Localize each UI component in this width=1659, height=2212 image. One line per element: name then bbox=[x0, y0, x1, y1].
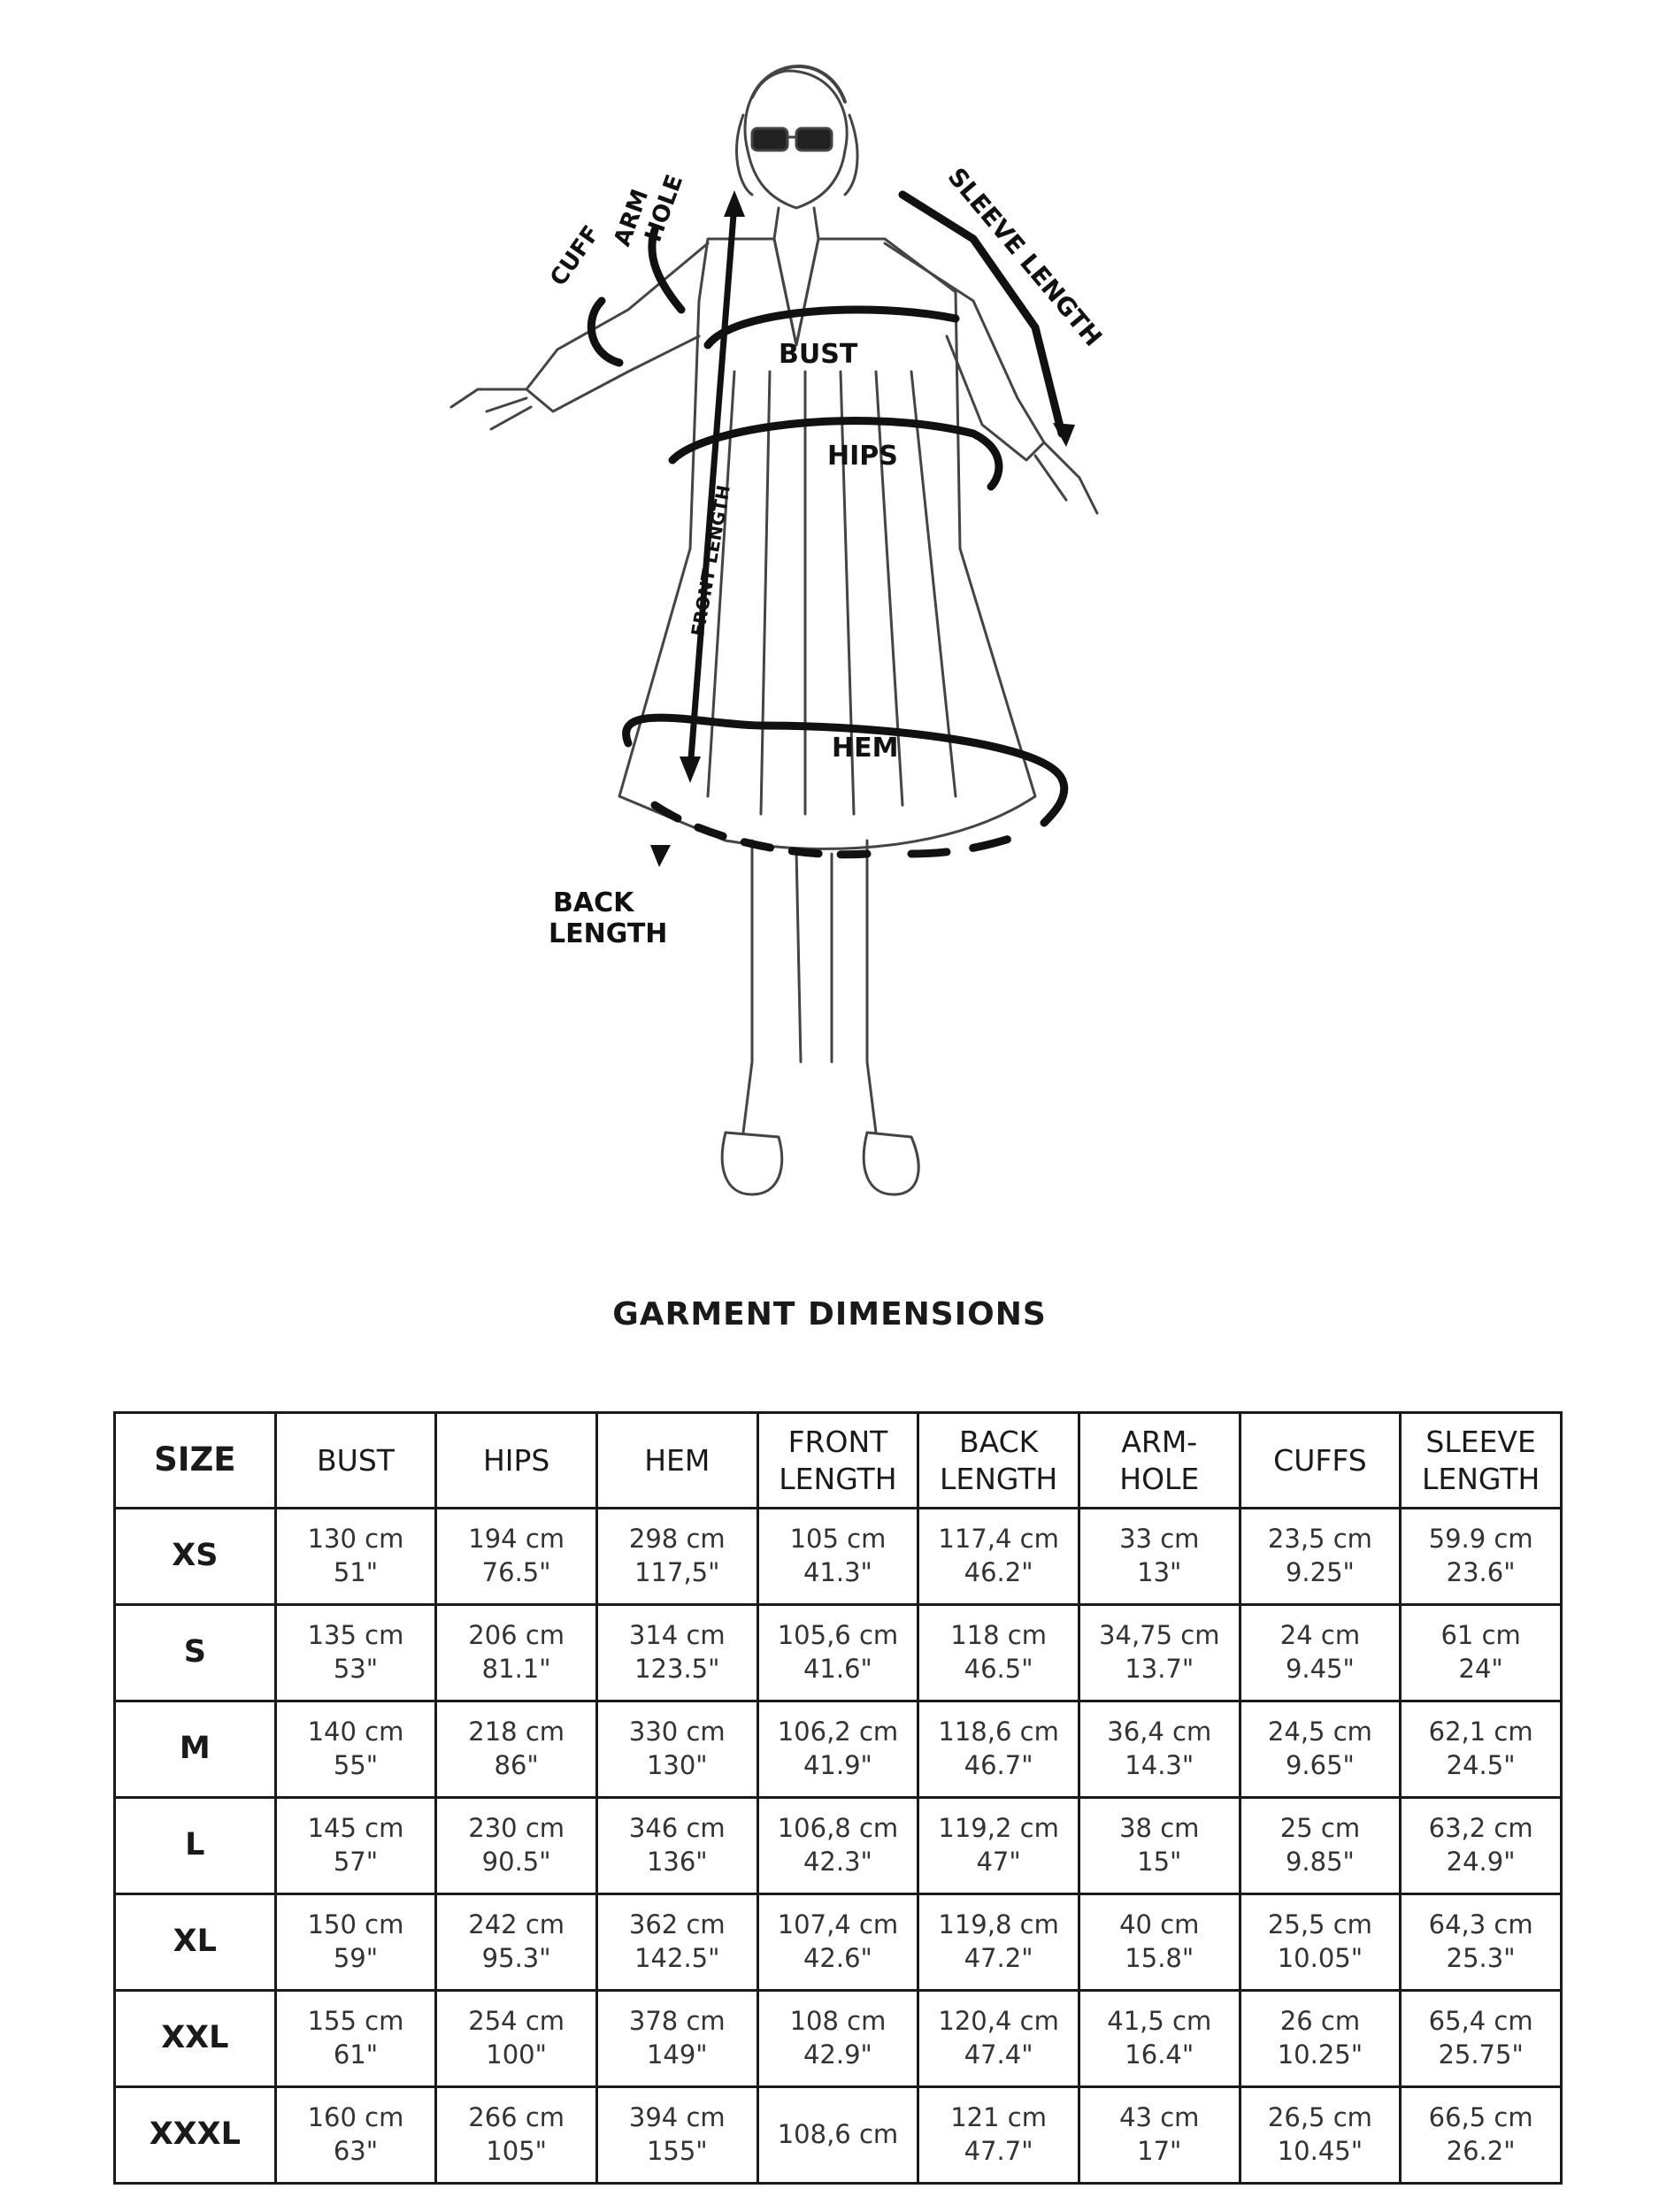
value-inches: 42.3" bbox=[803, 1847, 872, 1877]
value-inches: 155" bbox=[646, 2136, 708, 2166]
header-sleeve-length: SLEEVE LENGTH bbox=[1401, 1413, 1562, 1509]
value-cm: 41,5 cm bbox=[1107, 2006, 1212, 2037]
measurement-cell bbox=[1079, 1605, 1240, 1701]
value-cm: 218 cm bbox=[468, 1717, 565, 1747]
measurement-cell bbox=[1240, 1509, 1401, 1605]
size-cell: L bbox=[115, 1798, 276, 1894]
value-inches: 46.2" bbox=[964, 1557, 1033, 1587]
value-inches: 42.6" bbox=[803, 1943, 872, 1973]
value-cm: 59.9 cm bbox=[1428, 1524, 1533, 1555]
value-cm: 130 cm bbox=[307, 1524, 404, 1555]
header-front-length: FRONT LENGTH bbox=[757, 1413, 918, 1509]
measurement-cell bbox=[436, 1701, 597, 1798]
measurement-cell bbox=[1401, 1509, 1562, 1605]
measurement-cell bbox=[1401, 1991, 1562, 2087]
value-cm: 230 cm bbox=[468, 1813, 565, 1844]
label-cuff: CUFF bbox=[545, 220, 606, 292]
measurement-cell bbox=[436, 1894, 597, 1991]
label-front-length: FRONT LENGTH bbox=[687, 483, 734, 638]
measurement-cell bbox=[918, 1605, 1079, 1701]
label-bust: BUST bbox=[779, 339, 858, 370]
value-inches: 9.85" bbox=[1285, 1847, 1355, 1877]
size-cell: XXL bbox=[115, 1991, 276, 2087]
value-cm: 118 cm bbox=[950, 1620, 1047, 1651]
label-arm: ARM bbox=[609, 186, 655, 250]
value-cm: 26 cm bbox=[1279, 2006, 1361, 2037]
garment-illustration bbox=[336, 18, 1274, 1256]
measurement-cell bbox=[596, 1991, 757, 2087]
measurement-cell bbox=[436, 2087, 597, 2184]
measurement-cell bbox=[596, 2087, 757, 2184]
value-cm: 118,6 cm bbox=[938, 1717, 1059, 1747]
value-inches: 9.25" bbox=[1285, 1557, 1355, 1587]
value-inches: 123.5" bbox=[634, 1654, 720, 1684]
value-cm: 24 cm bbox=[1279, 1620, 1361, 1651]
value-cm: 362 cm bbox=[628, 1909, 726, 1940]
header-cuffs: CUFFS bbox=[1240, 1413, 1401, 1509]
measurement-cell bbox=[1240, 1701, 1401, 1798]
measurement-cell bbox=[918, 1991, 1079, 2087]
value-inches: 130" bbox=[646, 1750, 708, 1780]
value-cm: 121 cm bbox=[950, 2102, 1047, 2133]
size-cell: S bbox=[115, 1605, 276, 1701]
table-row bbox=[115, 1605, 1562, 1701]
value-cm: 119,8 cm bbox=[938, 1909, 1059, 1940]
measurement-cell bbox=[436, 1605, 597, 1701]
value-inches: 105" bbox=[486, 2136, 547, 2166]
header-size: SIZE bbox=[115, 1413, 276, 1509]
measurement-cell bbox=[757, 1605, 918, 1701]
value-cm: 145 cm bbox=[307, 1813, 404, 1844]
header-armhole: ARM- HOLE bbox=[1079, 1413, 1240, 1509]
table-header-row bbox=[115, 1413, 1562, 1509]
measurement-cell bbox=[275, 1798, 436, 1894]
value-cm: 23,5 cm bbox=[1267, 1524, 1372, 1555]
label-length: LENGTH bbox=[549, 918, 668, 949]
value-cm: 254 cm bbox=[468, 2006, 565, 2037]
measurement-cell bbox=[596, 1605, 757, 1701]
value-inches: 136" bbox=[646, 1847, 708, 1877]
size-cell: XXXL bbox=[115, 2087, 276, 2184]
table-row bbox=[115, 2087, 1562, 2184]
value-cm: 394 cm bbox=[628, 2102, 726, 2133]
value-cm: 346 cm bbox=[628, 1813, 726, 1844]
value-cm: 63,2 cm bbox=[1428, 1813, 1533, 1844]
value-cm: 140 cm bbox=[307, 1717, 404, 1747]
value-inches: 24.9" bbox=[1446, 1847, 1516, 1877]
measurement-cell bbox=[1401, 1605, 1562, 1701]
table-row bbox=[115, 1798, 1562, 1894]
value-inches: 41.3" bbox=[803, 1557, 872, 1587]
value-cm: 378 cm bbox=[628, 2006, 726, 2037]
measurement-cell bbox=[1079, 1798, 1240, 1894]
value-inches: 47" bbox=[976, 1847, 1021, 1877]
value-inches: 81.1" bbox=[481, 1654, 551, 1684]
value-inches: 10.05" bbox=[1277, 1943, 1363, 1973]
value-cm: 105 cm bbox=[789, 1524, 887, 1555]
value-inches: 57" bbox=[333, 1847, 379, 1877]
value-inches: 13" bbox=[1137, 1557, 1182, 1587]
measurement-cell bbox=[1240, 1798, 1401, 1894]
measurement-cell bbox=[757, 1894, 918, 1991]
value-inches: 47.7" bbox=[964, 2136, 1033, 2166]
value-inches: 16.4" bbox=[1125, 2039, 1194, 2070]
value-cm: 61 cm bbox=[1440, 1620, 1521, 1651]
label-hole: HOLE bbox=[640, 171, 689, 246]
value-cm: 36,4 cm bbox=[1107, 1717, 1212, 1747]
value-inches: 14.3" bbox=[1125, 1750, 1194, 1780]
label-hips: HIPS bbox=[827, 441, 898, 472]
value-inches: 13.7" bbox=[1125, 1654, 1194, 1684]
value-cm: 65,4 cm bbox=[1428, 2006, 1533, 2037]
value-cm: 40 cm bbox=[1119, 1909, 1200, 1940]
value-inches: 46.7" bbox=[964, 1750, 1033, 1780]
value-inches: 95.3" bbox=[481, 1943, 551, 1973]
measurement-cell bbox=[275, 1991, 436, 2087]
measurement-cell bbox=[757, 1991, 918, 2087]
table-row bbox=[115, 1509, 1562, 1605]
value-cm: 206 cm bbox=[468, 1620, 565, 1651]
value-inches: 76.5" bbox=[481, 1557, 551, 1587]
measurement-cell bbox=[757, 2087, 918, 2184]
measurement-cell bbox=[275, 1509, 436, 1605]
label-sleeve-length: SLEEVE LENGTH bbox=[941, 162, 1109, 352]
table-row bbox=[115, 1701, 1562, 1798]
value-inches: 25.75" bbox=[1438, 2039, 1524, 2070]
header-bust: BUST bbox=[275, 1413, 436, 1509]
value-cm: 117,4 cm bbox=[938, 1524, 1059, 1555]
measurement-cell bbox=[596, 1894, 757, 1991]
value-inches: 9.45" bbox=[1285, 1654, 1355, 1684]
measurement-cell bbox=[1401, 1701, 1562, 1798]
value-cm: 34,75 cm bbox=[1099, 1620, 1220, 1651]
measurement-cell bbox=[1079, 1894, 1240, 1991]
measurement-cell bbox=[757, 1798, 918, 1894]
value-inches: 149" bbox=[646, 2039, 708, 2070]
value-inches: 90.5" bbox=[481, 1847, 551, 1877]
value-cm: 38 cm bbox=[1119, 1813, 1200, 1844]
measurement-cell bbox=[1401, 1798, 1562, 1894]
measurement-cell bbox=[436, 1509, 597, 1605]
value-cm: 66,5 cm bbox=[1428, 2102, 1533, 2133]
size-cell: M bbox=[115, 1701, 276, 1798]
value-inches: 26.2" bbox=[1446, 2136, 1516, 2166]
measurement-cell bbox=[1079, 1991, 1240, 2087]
value-cm: 108,6 cm bbox=[777, 2119, 899, 2150]
value-inches: 86" bbox=[494, 1750, 539, 1780]
table-row bbox=[115, 1991, 1562, 2087]
header-hem: HEM bbox=[596, 1413, 757, 1509]
value-inches: 100" bbox=[486, 2039, 547, 2070]
measurement-cell bbox=[275, 2087, 436, 2184]
measurement-cell bbox=[1240, 2087, 1401, 2184]
size-cell: XL bbox=[115, 1894, 276, 1991]
measurement-cell bbox=[918, 1509, 1079, 1605]
value-cm: 298 cm bbox=[628, 1524, 726, 1555]
header-hips: HIPS bbox=[436, 1413, 597, 1509]
value-cm: 160 cm bbox=[307, 2102, 404, 2133]
measurement-cell bbox=[757, 1701, 918, 1798]
value-inches: 15.8" bbox=[1125, 1943, 1194, 1973]
measurement-cell bbox=[1240, 1894, 1401, 1991]
value-inches: 51" bbox=[333, 1557, 379, 1587]
dress-figure-drawing bbox=[336, 18, 1274, 1256]
value-inches: 25.3" bbox=[1446, 1943, 1516, 1973]
table-body bbox=[115, 1509, 1562, 2184]
value-cm: 25 cm bbox=[1279, 1813, 1361, 1844]
value-inches: 55" bbox=[333, 1750, 379, 1780]
label-back: BACK bbox=[553, 887, 634, 918]
value-inches: 41.6" bbox=[803, 1654, 872, 1684]
measurement-cell bbox=[596, 1701, 757, 1798]
value-inches: 15" bbox=[1137, 1847, 1182, 1877]
header-back-length: BACK LENGTH bbox=[918, 1413, 1079, 1509]
size-chart-table bbox=[113, 1411, 1563, 2185]
table-row bbox=[115, 1894, 1562, 1991]
value-inches: 24.5" bbox=[1446, 1750, 1516, 1780]
measurement-cell bbox=[1079, 1509, 1240, 1605]
measurement-cell bbox=[918, 1894, 1079, 1991]
value-cm: 107,4 cm bbox=[777, 1909, 899, 1940]
value-cm: 26,5 cm bbox=[1267, 2102, 1372, 2133]
value-inches: 41.9" bbox=[803, 1750, 872, 1780]
measurement-cell bbox=[1401, 1894, 1562, 1991]
measurement-cell bbox=[596, 1798, 757, 1894]
value-inches: 47.2" bbox=[964, 1943, 1033, 1973]
value-inches: 42.9" bbox=[803, 2039, 872, 2070]
measurement-cell bbox=[1079, 1701, 1240, 1798]
measurement-cell bbox=[275, 1701, 436, 1798]
value-cm: 119,2 cm bbox=[938, 1813, 1059, 1844]
value-inches: 117,5" bbox=[634, 1557, 720, 1587]
measurement-cell bbox=[918, 1701, 1079, 1798]
value-cm: 62,1 cm bbox=[1428, 1717, 1533, 1747]
value-cm: 25,5 cm bbox=[1267, 1909, 1372, 1940]
value-inches: 46.5" bbox=[964, 1654, 1033, 1684]
measurement-cell bbox=[275, 1605, 436, 1701]
measurement-cell bbox=[1401, 2087, 1562, 2184]
value-inches: 24" bbox=[1458, 1654, 1503, 1684]
measurement-cell bbox=[1240, 1605, 1401, 1701]
measurement-cell bbox=[436, 1991, 597, 2087]
value-inches: 17" bbox=[1137, 2136, 1182, 2166]
value-cm: 108 cm bbox=[789, 2006, 887, 2037]
label-hem: HEM bbox=[832, 733, 899, 764]
value-cm: 106,8 cm bbox=[777, 1813, 899, 1844]
value-inches: 47.4" bbox=[964, 2039, 1033, 2070]
value-inches: 142.5" bbox=[634, 1943, 720, 1973]
value-inches: 9.65" bbox=[1285, 1750, 1355, 1780]
value-cm: 155 cm bbox=[307, 2006, 404, 2037]
measurement-cell bbox=[918, 1798, 1079, 1894]
value-cm: 120,4 cm bbox=[938, 2006, 1059, 2037]
value-cm: 266 cm bbox=[468, 2102, 565, 2133]
measurement-cell bbox=[436, 1798, 597, 1894]
value-cm: 150 cm bbox=[307, 1909, 404, 1940]
value-cm: 105,6 cm bbox=[777, 1620, 899, 1651]
value-cm: 106,2 cm bbox=[777, 1717, 899, 1747]
value-inches: 63" bbox=[333, 2136, 379, 2166]
page-title: GARMENT DIMENSIONS bbox=[612, 1296, 1047, 1333]
value-inches: 59" bbox=[333, 1943, 379, 1973]
measurement-cell bbox=[757, 1509, 918, 1605]
measurement-cell bbox=[596, 1509, 757, 1605]
value-cm: 194 cm bbox=[468, 1524, 565, 1555]
value-inches: 61" bbox=[333, 2039, 379, 2070]
value-cm: 242 cm bbox=[468, 1909, 565, 1940]
value-cm: 43 cm bbox=[1119, 2102, 1200, 2133]
size-cell: XS bbox=[115, 1509, 276, 1605]
value-inches: 23.6" bbox=[1446, 1557, 1516, 1587]
value-inches: 10.25" bbox=[1277, 2039, 1363, 2070]
value-cm: 330 cm bbox=[628, 1717, 726, 1747]
value-cm: 135 cm bbox=[307, 1620, 404, 1651]
value-cm: 64,3 cm bbox=[1428, 1909, 1533, 1940]
measurement-cell bbox=[918, 2087, 1079, 2184]
value-inches: 53" bbox=[333, 1654, 379, 1684]
value-inches: 10.45" bbox=[1277, 2136, 1363, 2166]
measurement-cell bbox=[275, 1894, 436, 1991]
value-cm: 314 cm bbox=[628, 1620, 726, 1651]
value-cm: 24,5 cm bbox=[1267, 1717, 1372, 1747]
value-cm: 33 cm bbox=[1119, 1524, 1200, 1555]
measurement-cell bbox=[1079, 2087, 1240, 2184]
measurement-cell bbox=[1240, 1991, 1401, 2087]
